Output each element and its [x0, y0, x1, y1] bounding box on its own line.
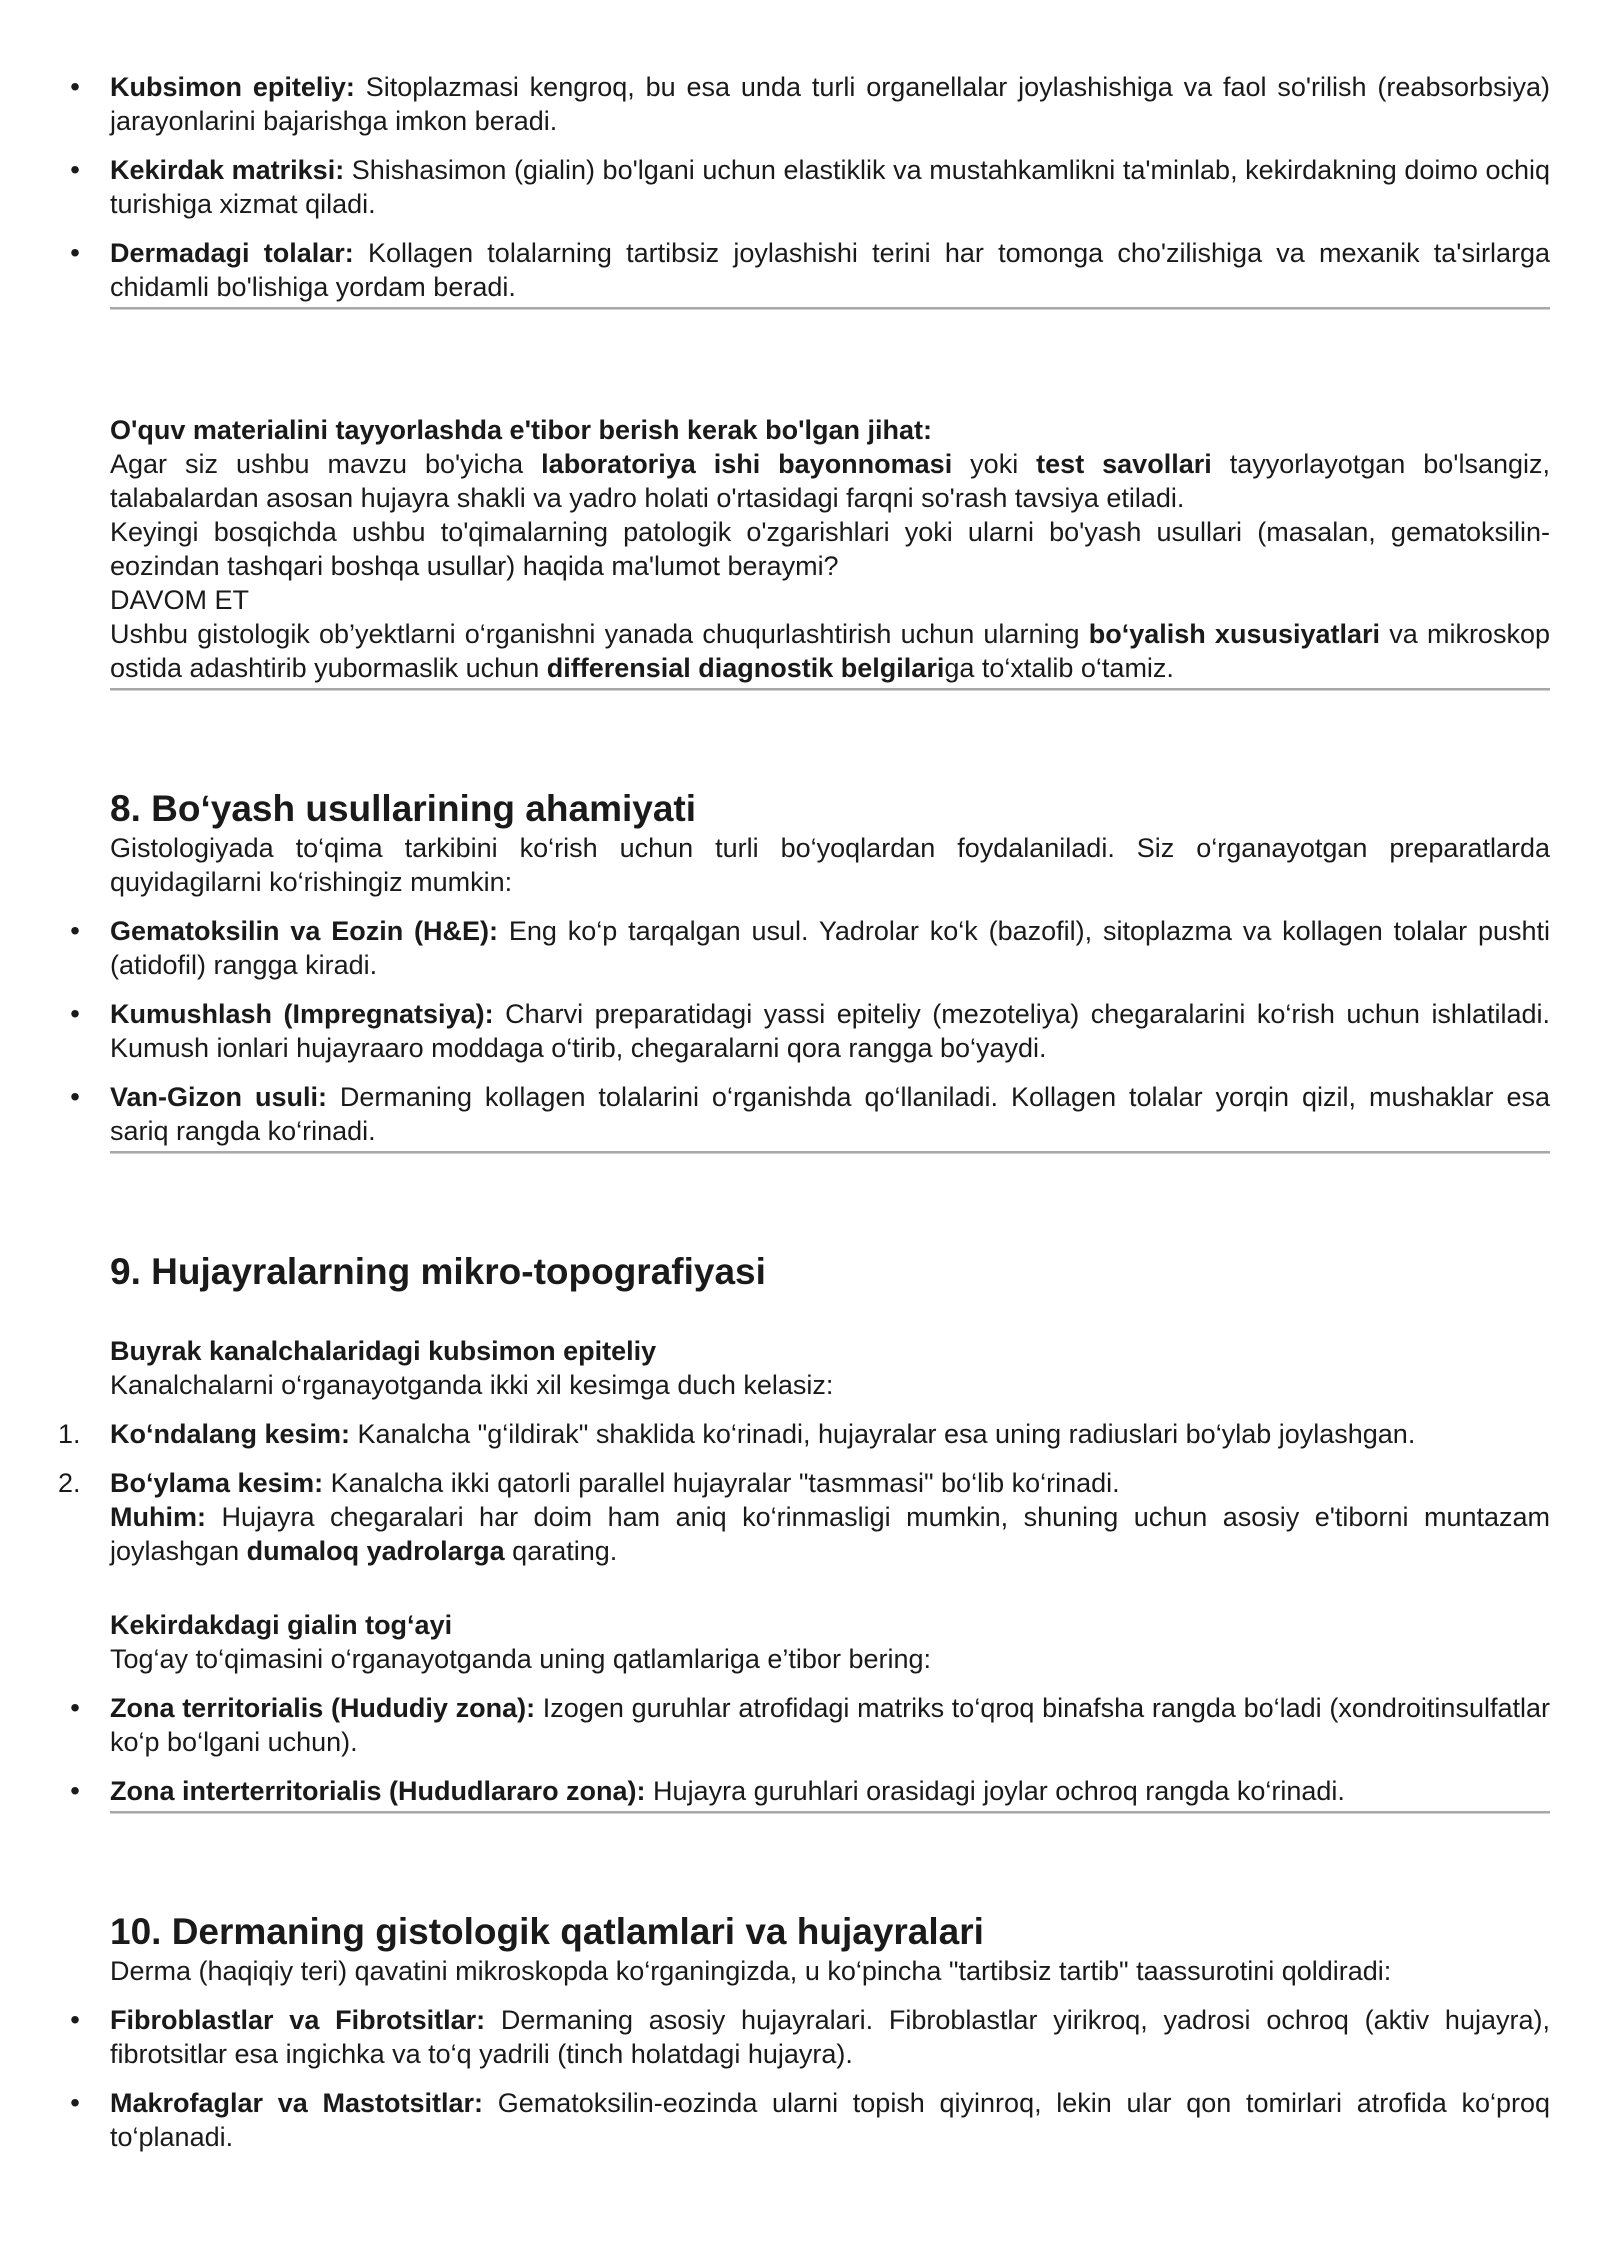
section-intro: Gistologiyada to‘qima tarkibini ko‘rish uchun turli bo‘yoqlardan foydalaniladi. Siz o‘rganayotgan preparatlarda quyidagilarni ko‘rishingiz mumkin:	[110, 833, 1550, 897]
list-item: • Gematoksilin va Eozin (H&E): Eng ko‘p tarqalgan usul. Yadrolar ko‘k (bazofil), sitoplazma va kollagen tolalar pushti (atidofil) rangga kiradi.	[110, 914, 1550, 982]
section-divider	[110, 1811, 1550, 1814]
list-item: • Van-Gizon usuli: Dermaning kollagen tolalarini o‘rganishda qo‘llaniladi. Kollagen tolalar yorqin qizil, mushaklar esa sariq rangda ko‘rinadi.	[110, 1080, 1550, 1148]
bullet-icon: •	[70, 71, 80, 102]
section-9	[58, 1250, 1550, 1808]
section-divider	[110, 307, 1550, 310]
note-paragraph: Ushbu gistologik ob’yektlarni o‘rganishni yanada chuqurlashtirish uchun ularning bo‘yalish xususiyatlari va mikroskop ostida adashtirib yubormaslik uchun differensial diagnostik belgilariga to‘xtalib o‘tamiz.	[110, 619, 1550, 683]
bullet-list	[70, 2003, 1550, 2154]
subsection-intro: Kanalchalarni o‘rganayotganda ikki xil kesimga duch kelasiz:	[110, 1370, 834, 1400]
note-paragraph: Keyingi bosqichda ushbu to'qimalarning patologik o'zgarishlari yoki ularni bo'yash usullari (masalan, gematoksilin-eozindan tashqari boshqa usullar) haqida ma'lumot beraymi?	[110, 517, 1550, 581]
list-number: 2.	[58, 1468, 81, 1498]
subsection-intro: Tog‘ay to‘qimasini o‘rganayotganda uning qatlamlariga e’tibor bering:	[110, 1644, 932, 1674]
top-bullet-list	[70, 70, 1550, 304]
numbered-list	[58, 1417, 1550, 1568]
section-heading: 8. Bo‘yash usullarining ahamiyati	[110, 788, 697, 829]
bullet-list	[70, 914, 1550, 1148]
section-8	[70, 787, 1550, 1148]
list-item: 1. Ko‘ndalang kesim: Kanalcha "g‘ildirak" shaklida ko‘rinadi, hujayralar esa uning radiuslari bo‘ylab joylashgan.	[58, 1419, 1416, 1449]
section-divider	[110, 1151, 1550, 1154]
list-item: • Kumushlash (Impregnatsiya): Charvi preparatidagi yassi epiteliy (mezoteliya) chegaralarini ko‘rish uchun ishlatiladi. Kumush ionlari hujayraaro moddaga o‘tirib, chegaralarni qora rangga bo‘yaydi.	[110, 997, 1550, 1065]
section-heading: 10. Dermaning gistologik qatlamlari va hujayralari	[110, 1911, 984, 1952]
document-page	[58, 70, 1551, 2154]
bullet-list	[70, 1691, 1550, 1808]
subsection-title: Kekirdakdagi gialin tog‘ayi	[110, 1610, 453, 1640]
bullet-icon: •	[70, 2004, 80, 2035]
note-paragraph: DAVOM ET	[110, 585, 250, 615]
bullet-icon: •	[70, 1775, 80, 1806]
bullet-icon: •	[70, 2087, 80, 2118]
section-heading: 9. Hujayralarning mikro-topografiyasi	[110, 1251, 766, 1292]
list-item: • Kekirdak matriksi: Shishasimon (gialin) bo'lgani uchun elastiklik va mustahkamlikni ta'minlab, kekirdakning doimo ochiq turishiga xizmat qiladi.	[110, 153, 1550, 221]
section-divider	[110, 688, 1550, 691]
list-item: • Kubsimon epiteliy: Sitoplazmasi kengroq, bu esa unda turli organellalar joylashishiga va faol so'rilish (reabsorbsiya) jarayonlarini bajarishga imkon beradi.	[110, 70, 1550, 138]
note-paragraph: Agar siz ushbu mavzu bo'yicha laboratoriya ishi bayonnomasi yoki test savollari tayyorlayotgan bo'lsangiz, talabalardan asosan hujayra shakli va yadro holati o'rtasidagi farqni so'rash tavsiya etiladi.	[110, 449, 1551, 513]
list-number: 1.	[58, 1419, 81, 1449]
bullet-icon: •	[70, 154, 80, 185]
note-title: O'quv materialini tayyorlashda e'tibor berish kerak bo'lgan jihat:	[110, 415, 932, 445]
bullet-icon: •	[70, 998, 80, 1029]
list-item: • Fibroblastlar va Fibrotsitlar: Dermaning asosiy hujayralari. Fibroblastlar yirikroq, yadrosi ochroq (aktiv hujayra), fibrotsitlar esa ingichka va to‘q yadrili (tinch holatdagi hujayra).	[110, 2003, 1550, 2071]
subsection-title: Buyrak kanalchalaridagi kubsimon epiteliy	[110, 1336, 657, 1366]
list-item: • Dermadagi tolalar: Kollagen tolalarning tartibsiz joylashishi terini har tomonga cho'zilishiga va mexanik ta'sirlarga chidamli bo'lishiga yordam beradi.	[110, 236, 1550, 304]
bullet-icon: •	[70, 1081, 80, 1112]
section-10	[70, 1910, 1550, 2154]
list-item: • Makrofaglar va Mastotsitlar: Gematoksilin-eozinda ularni topish qiyinroq, lekin ular qon tomirlari atrofida ko‘proq to‘planadi.	[110, 2086, 1550, 2154]
list-item: 2. Bo‘ylama kesim: Kanalcha ikki qatorli parallel hujayralar "tasmmasi" bo‘lib ko‘rinadi. Muhim: Hujayra chegaralari har doim ham aniq ko‘rinmasligi mumkin, shuning uchun asosiy e'tiborni muntazam joylashgan dumaloq yadrolarga qarating.	[58, 1468, 1550, 1566]
bullet-icon: •	[70, 915, 80, 946]
note-block	[110, 413, 1550, 685]
bullet-icon: •	[70, 1692, 80, 1723]
bullet-icon: •	[70, 237, 80, 268]
list-item: • Zona interterritorialis (Hududlararo zona): Hujayra guruhlari orasidagi joylar ochroq rangda ko‘rinadi.	[110, 1774, 1550, 1808]
section-intro: Derma (haqiqiy teri) qavatini mikroskopda ko‘rganingizda, u ko‘pincha "tartibsiz tartib" taassurotini qoldiradi:	[110, 1956, 1392, 1986]
list-item: • Zona territorialis (Hududiy zona): Izogen guruhlar atrofidagi matriks to‘qroq binafsha rangda bo‘ladi (xondroitinsulfatlar ko‘p bo‘lgani uchun).	[110, 1691, 1550, 1759]
